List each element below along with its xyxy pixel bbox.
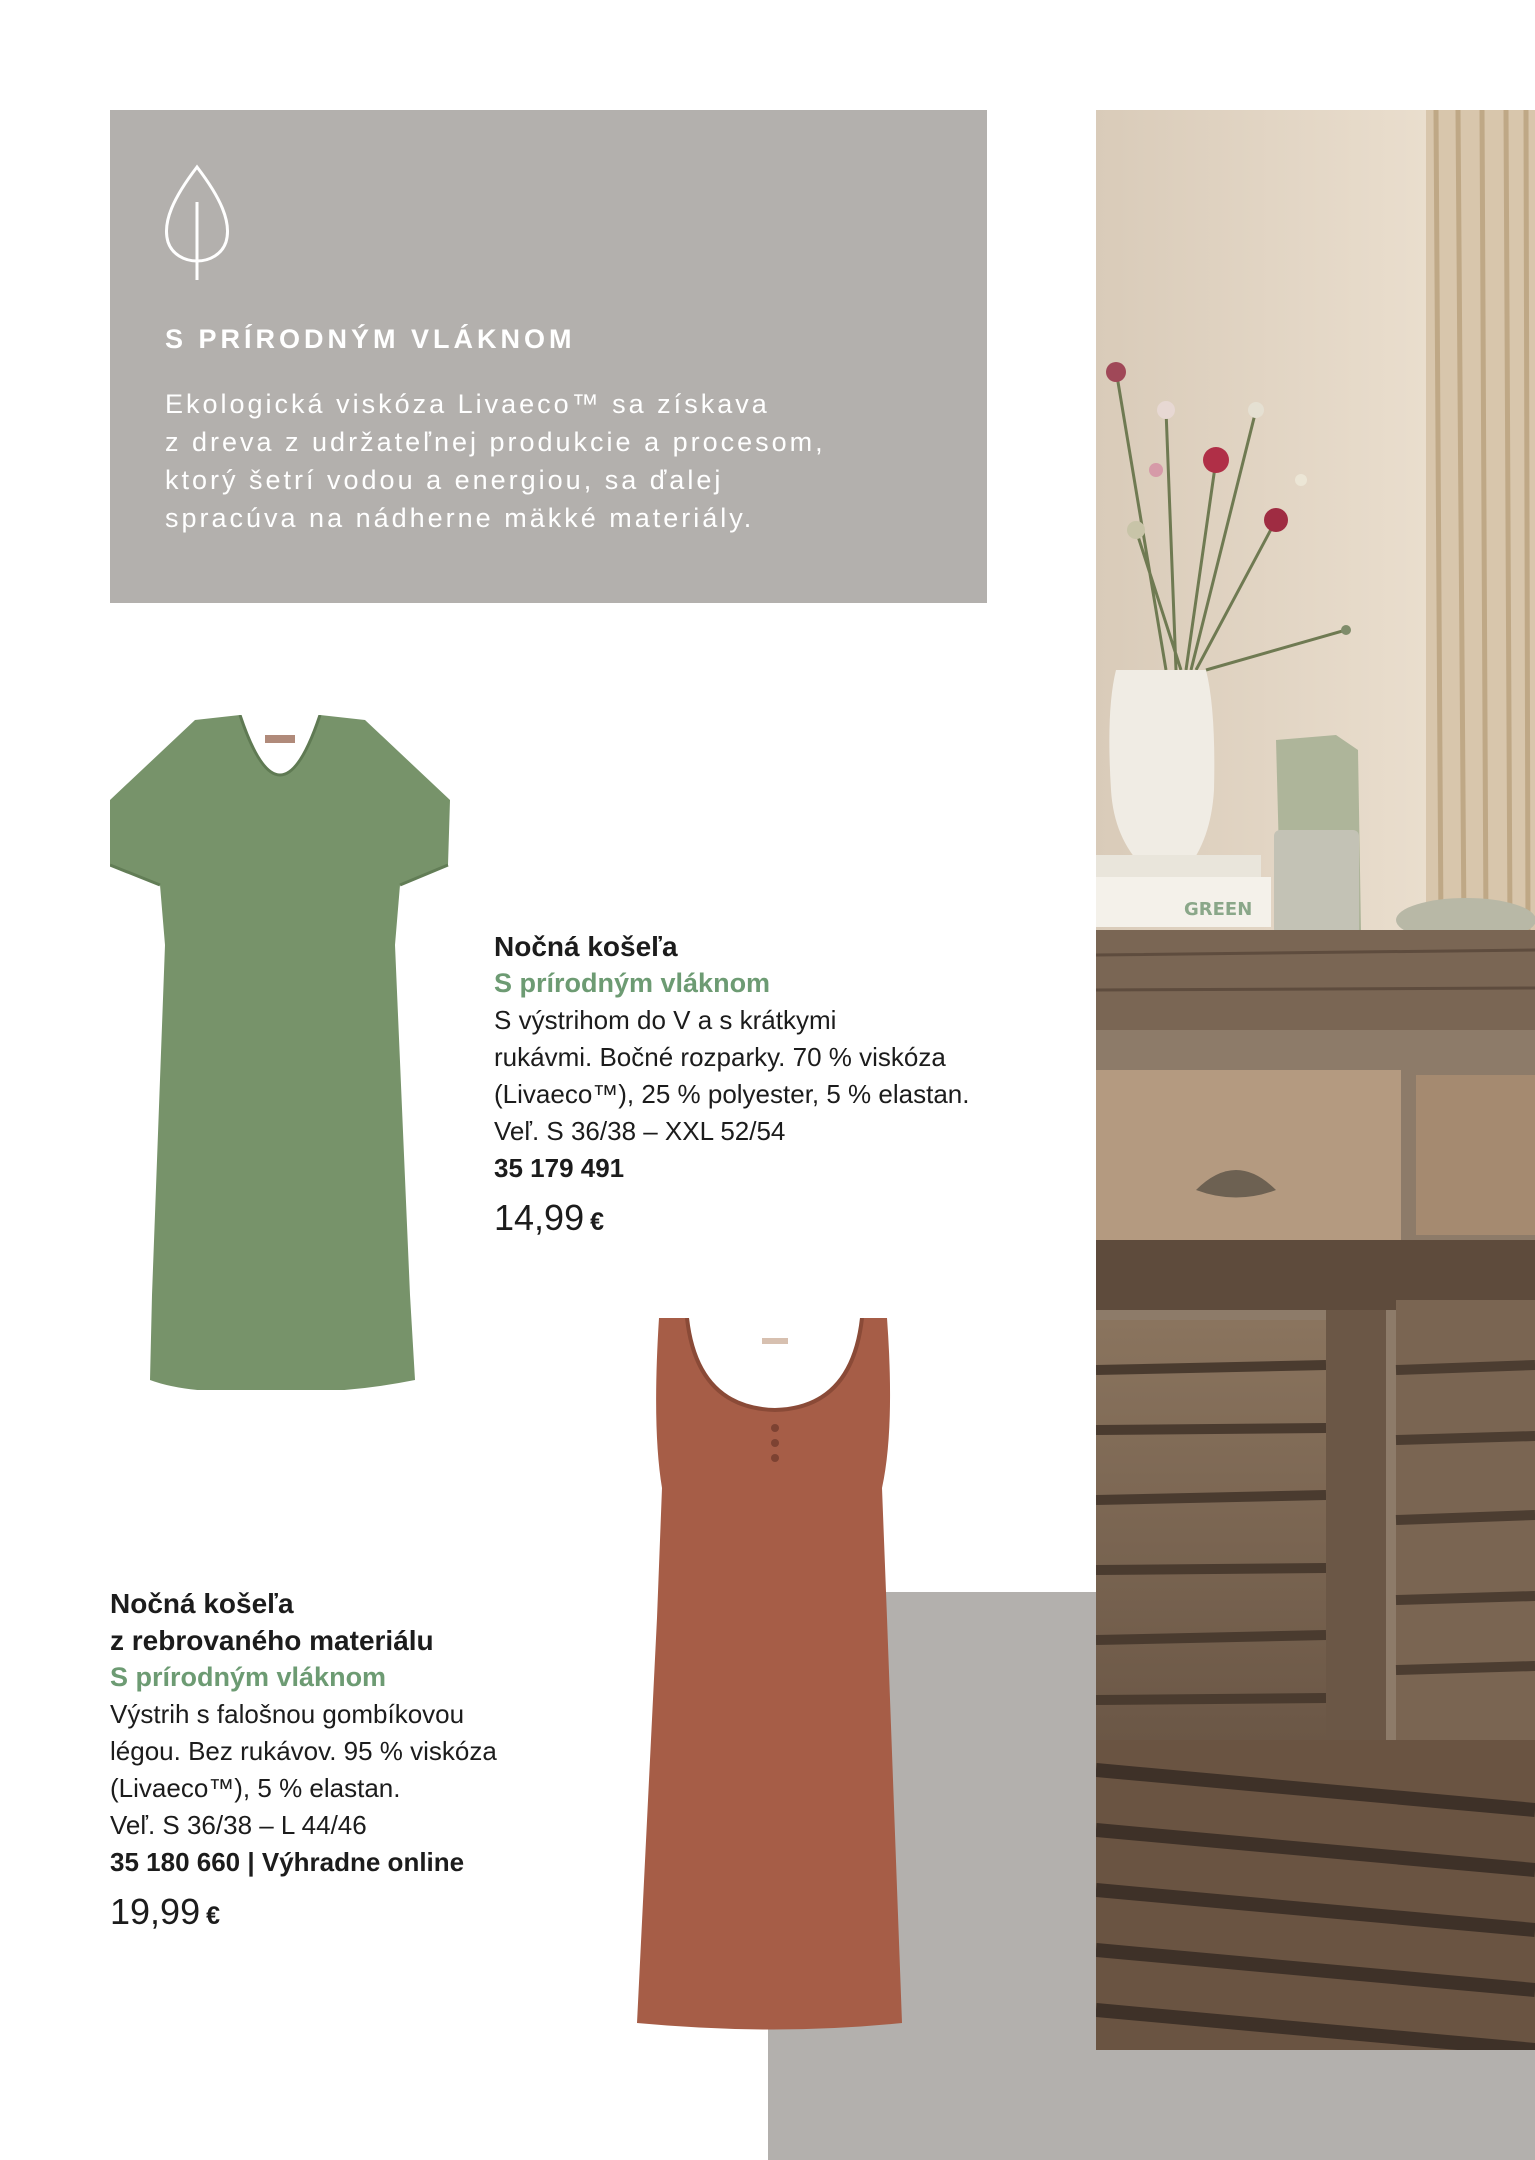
rust-nightdress-image [637, 1318, 912, 2030]
product-2-name-line1: Nočná košeľa [110, 1588, 294, 1619]
product-1-description: S výstrihom do V a s krátkymi rukávmi. Bočné rozparky. 70 % viskóza (Livaeco™), 25 % polyester, 5 % elastan. Veľ. S 36/38 – XXL 52/54 [494, 1005, 970, 1146]
product-1-name: Nočná košeľa [494, 931, 678, 962]
green-nightdress-image [110, 715, 450, 1390]
leaf-icon [162, 162, 232, 282]
book-text: GREEN [1184, 899, 1253, 920]
product-1-tagline: S prírodným vláknom [494, 968, 771, 998]
product-2-price-amount: 19,99 [110, 1891, 201, 1932]
product-2-currency: € [206, 1902, 220, 1930]
product-1-currency: € [590, 1208, 604, 1236]
info-box [110, 110, 987, 603]
product-2-name-line2: z rebrovaného materiálu [110, 1625, 434, 1656]
product-2-info [110, 1585, 630, 1933]
interior-photo [1096, 110, 1535, 2050]
product-2-description: Výstrih s falošnou gombíkovou légou. Bez rukávov. 95 % viskóza (Livaeco™), 5 % elastan. Veľ. S 36/38 – L 44/46 [110, 1699, 497, 1840]
info-title: S PRÍRODNÝM VLÁKNOM [165, 324, 576, 354]
product-1-price [494, 1197, 1014, 1239]
product-1-price-amount: 14,99 [494, 1197, 585, 1238]
product-2-price [110, 1891, 630, 1933]
product-1-code: 35 179 491 [494, 1153, 625, 1183]
product-2-code: 35 180 660 | Výhradne online [110, 1847, 465, 1877]
product-1-info [494, 928, 1014, 1239]
info-text: Ekologická viskóza Livaeco™ sa získava z dreva z udržateľnej produkcie a procesom, ktorý šetrí vodou a energiou, sa ďalej spracúva na nádherne mäkké materiály. [165, 389, 826, 533]
product-2-tagline: S prírodným vláknom [110, 1662, 387, 1692]
